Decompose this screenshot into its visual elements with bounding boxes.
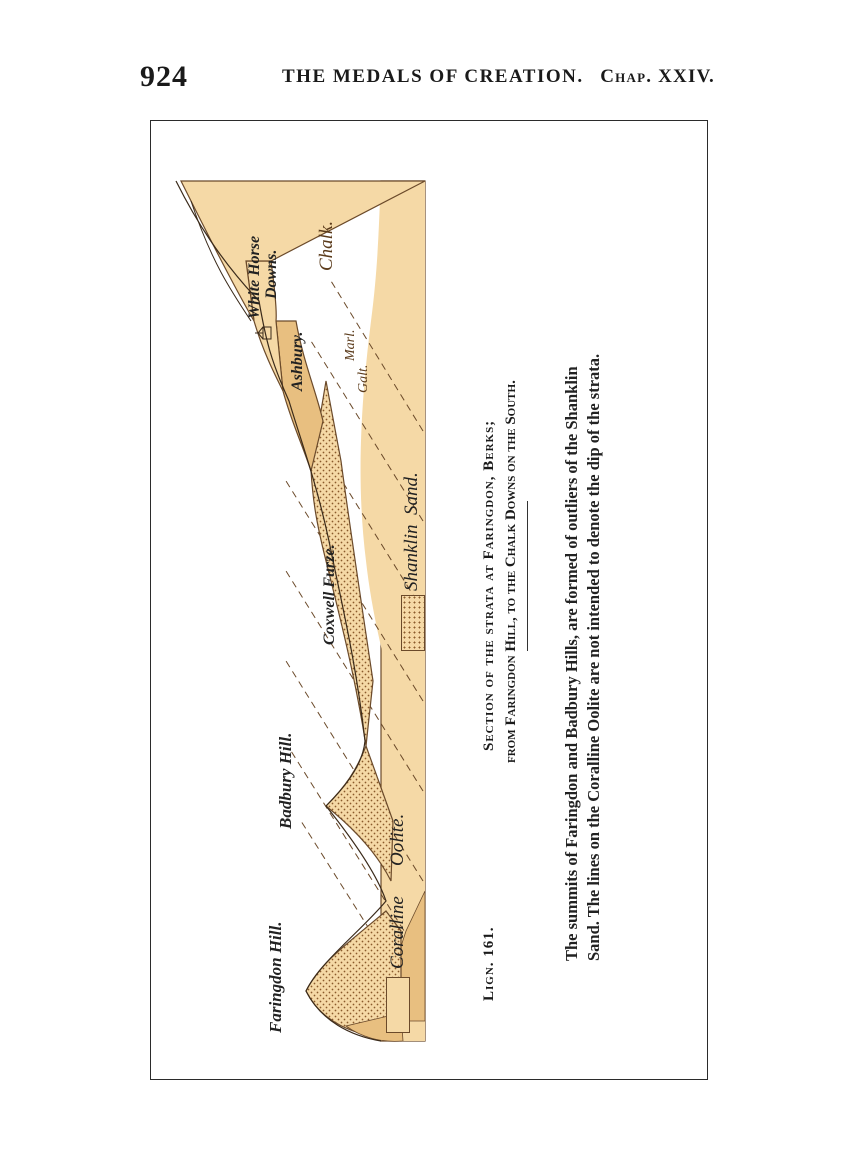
label-downs: Downs. <box>263 249 280 299</box>
legend-sand-swatch <box>401 595 425 651</box>
label-marl: Marl. <box>343 329 358 361</box>
figure-note: The summits of Faringdon and Badbury Hills, are formed of outliers of the Shanklin Sand. The lines on the Coralline Oolite are not intended to denote the dip of the strata. <box>562 353 603 961</box>
label-galt: Galt. <box>356 364 371 393</box>
book-title: THE MEDALS OF CREATION. <box>282 66 584 87</box>
label-badbury-hill: Badbury Hill. <box>276 732 295 829</box>
figure-frame <box>150 120 708 1080</box>
running-head <box>140 60 715 94</box>
label-chalk: Chalk. <box>316 220 337 271</box>
caption-title-line-1: Section of the strata at Faringdon, Berks; <box>481 419 497 751</box>
rotated-figure <box>151 121 709 1081</box>
label-faringdon-hill: Faringdon Hill. <box>266 921 285 1033</box>
label-ashbury: Ashbury. <box>289 331 306 391</box>
label-coxwell-furze: Coxwell Furze. <box>321 544 338 645</box>
legend-sand-label: Shanklin Sand. <box>401 472 422 591</box>
figure-label: Lign. 161. <box>481 926 497 1001</box>
chapter-label: Chap. XXIV. <box>600 66 715 87</box>
legend-oolite-label-1: Coralline <box>387 896 408 969</box>
page-number: 924 <box>140 60 188 93</box>
legend-oolite-label-2: Oolite. <box>387 813 408 866</box>
divider-rule <box>527 501 528 651</box>
caption-title-line-2: from Faringdon Hill, to the Chalk Downs on the South. <box>503 380 519 763</box>
legend-oolite-swatch <box>386 977 410 1033</box>
label-white-horse: White Horse <box>246 235 263 319</box>
